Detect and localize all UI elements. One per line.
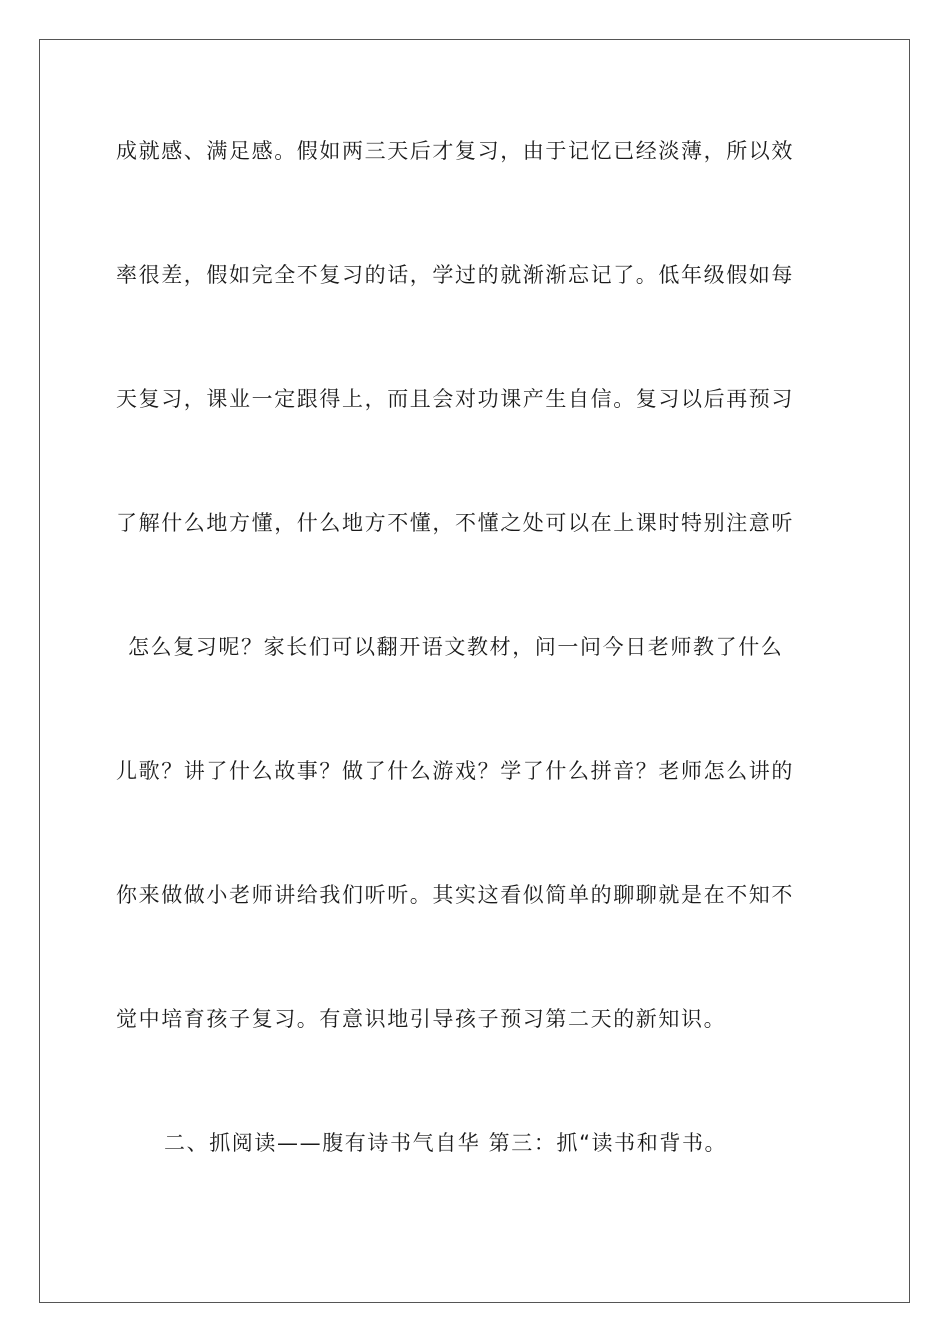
section-heading: 二、抓阅读——腹有诗书气自华 第三：抓“读书和背书。 (164, 1131, 728, 1155)
page-border (39, 39, 910, 1303)
body-text-line: 怎么复习呢？家长们可以翻开语文教材，问一问今日老师教了什么 (128, 635, 784, 659)
body-text-line: 觉中培育孩子复习。有意识地引导孩子预习第二天的新知识。 (116, 1007, 727, 1031)
body-text-line: 儿歌？讲了什么故事？做了什么游戏？学了什么拼音？老师怎么讲的 (116, 759, 794, 783)
body-text-line: 天复习，课业一定跟得上，而且会对功课产生自信。复习以后再预习 (116, 387, 794, 411)
body-text-line: 你来做做小老师讲给我们听听。其实这看似简单的聊聊就是在不知不 (116, 883, 794, 907)
body-text-line: 了解什么地方懂，什么地方不懂，不懂之处可以在上课时特别注意听 (116, 511, 794, 535)
body-text-line: 成就感、满足感。假如两三天后才复习，由于记忆已经淡薄，所以效 (116, 139, 794, 163)
body-text-line: 率很差，假如完全不复习的话，学过的就渐渐忘记了。低年级假如每 (116, 263, 794, 287)
